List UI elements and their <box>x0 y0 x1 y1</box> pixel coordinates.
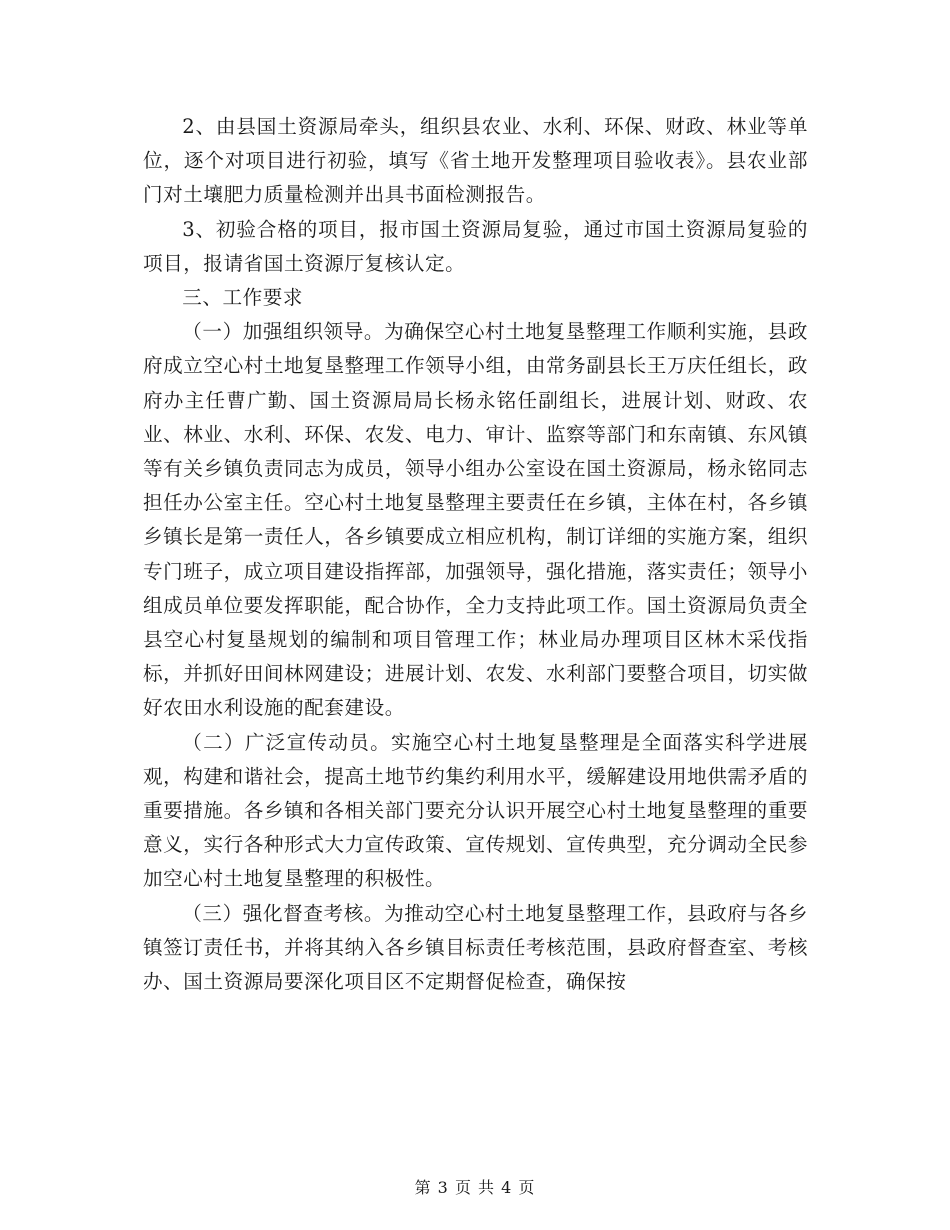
paragraph-acceptance-step-3: 3、初验合格的项目，报市国土资源局复验，通过市国土资源局复验的项目，报请省国土资源厅复核认定。 <box>143 217 808 275</box>
page-number-footer: 第 3 页 共 4 页 <box>414 1178 536 1197</box>
paragraph-acceptance-step-2: 2、由县国土资源局牵头，组织县农业、水利、环保、财政、林业等单位，逐个对项目进行初验，填写《省土地开发整理项目验收表》。县农业部门对土壤肥力质量检测并出具书面检测报告。 <box>143 115 808 207</box>
document-body <box>143 110 808 999</box>
section-heading-work-requirements: 三、工作要求 <box>182 286 304 310</box>
paragraph-publicity-mobilization: （二）广泛宣传动员。实施空心村土地复垦整理是全面落实科学进展观，构建和谐社会，提高土地节约集约利用水平，缓解建设用地供需矛盾的重要措施。各乡镇和各相关部门要充分认识开展空心村土地复垦整理的重要意义，实行各种形式大力宣传政策、宣传规划、宣传典型，充分调动全民参加空心村土地复垦整理的积极性。 <box>143 730 808 891</box>
paragraph-supervision-assessment: （三）强化督查考核。为推动空心村土地复垦整理工作，县政府与各乡镇签订责任书，并将其纳入各乡镇目标责任考核范围，县政府督查室、考核办、国土资源局要深化项目区不定期督促检查，确保按 <box>143 901 808 994</box>
paragraph-organization-leadership: （一）加强组织领导。为确保空心村土地复垦整理工作顺利实施，县政府成立空心村土地复垦整理工作领导小组，由常务副县长王万庆任组长，政府办主任曹广勤、国土资源局局长杨永铭任副组长，进展计划、财政、农业、林业、水利、环保、农发、电力、审计、监察等部门和东南镇、东风镇等有关乡镇负责同志为成员，领导小组办公室设在国土资源局，杨永铭同志担任办公室主任。空心村土地复垦整理主要责任在乡镇，主体在村，各乡镇乡镇长是第一责任人，各乡镇要成立相应机构，制订详细的实施方案，组织专门班子，成立项目建设指挥部，加强领导，强化措施，落实责任；领导小组成员单位要发挥职能，配合协作，全力支持此项工作。国土资源局负责全县空心村复垦规划的编制和项目管理工作；林业局办理项目区林木采伐指标，并抓好田间林网建设；进展计划、农发、水利部门要整合项目，切实做好农田水利设施的配套建设。 <box>143 320 808 720</box>
